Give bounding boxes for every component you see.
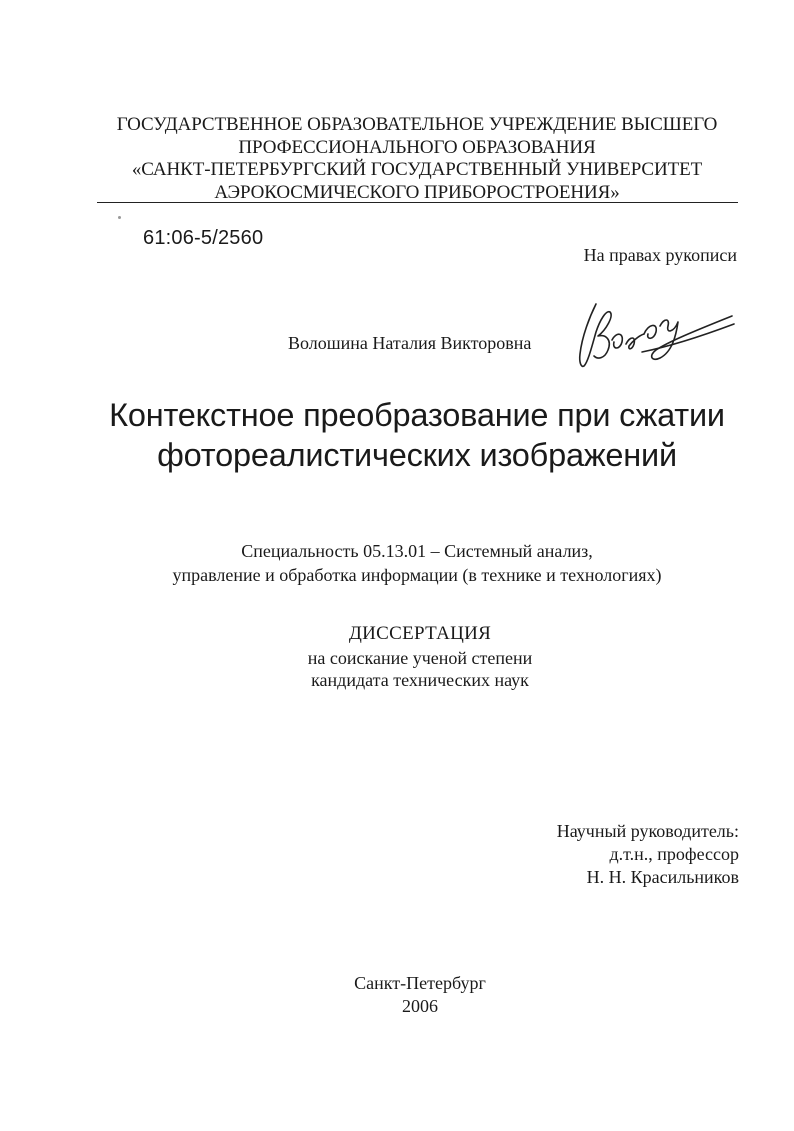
footer-block <box>220 972 620 1018</box>
institution-line: ГОСУДАРСТВЕННОЕ ОБРАЗОВАТЕЛЬНОЕ УЧРЕЖДЕНИЕ ВЫСШЕГО <box>116 114 718 135</box>
catalog-code: 61:06-5/2560 <box>143 227 264 249</box>
author-name: Волошина Наталия Викторовна <box>288 333 532 353</box>
dissertation-title <box>60 395 774 475</box>
dissertation-heading: ДИССЕРТАЦИЯ <box>348 623 492 644</box>
title-line: Контекстное преобразование при сжатии <box>109 397 725 433</box>
institution-header <box>70 114 764 204</box>
title-line: фотореалистических изображений <box>157 437 677 473</box>
institution-line: АЭРОКОСМИЧЕСКОГО ПРИБОРОСТРОЕНИЯ» <box>214 181 620 203</box>
advisor-label: Научный руководитель: <box>556 821 739 841</box>
institution-line: ПРОФЕССИОНАЛЬНОГО ОБРАЗОВАНИЯ <box>238 136 596 158</box>
specialty-block <box>60 539 774 587</box>
rights-note: На правах рукописи <box>583 245 737 265</box>
institution-line: «САНКТ-ПЕТЕРБУРГСКИЙ ГОСУДАРСТВЕННЫЙ УНИВЕРСИТЕТ <box>131 159 703 180</box>
footer-city: Санкт-Петербург <box>354 973 486 993</box>
specialty-line: Специальность 05.13.01 – Системный анализ, <box>241 541 593 561</box>
scan-speck <box>118 216 121 219</box>
advisor-block <box>557 820 739 889</box>
degree-line: на соискание ученой степени <box>307 648 533 668</box>
signature-image <box>572 296 742 376</box>
dissertation-block <box>220 623 620 691</box>
footer-year: 2006 <box>402 996 438 1016</box>
header-divider <box>97 202 738 203</box>
degree-line: кандидата технических наук <box>311 670 529 690</box>
advisor-degree: д.т.н., профессор <box>609 844 739 864</box>
advisor-name: Н. Н. Красильников <box>586 867 739 887</box>
specialty-line: управление и обработка информации (в технике и технологиях) <box>172 565 662 585</box>
